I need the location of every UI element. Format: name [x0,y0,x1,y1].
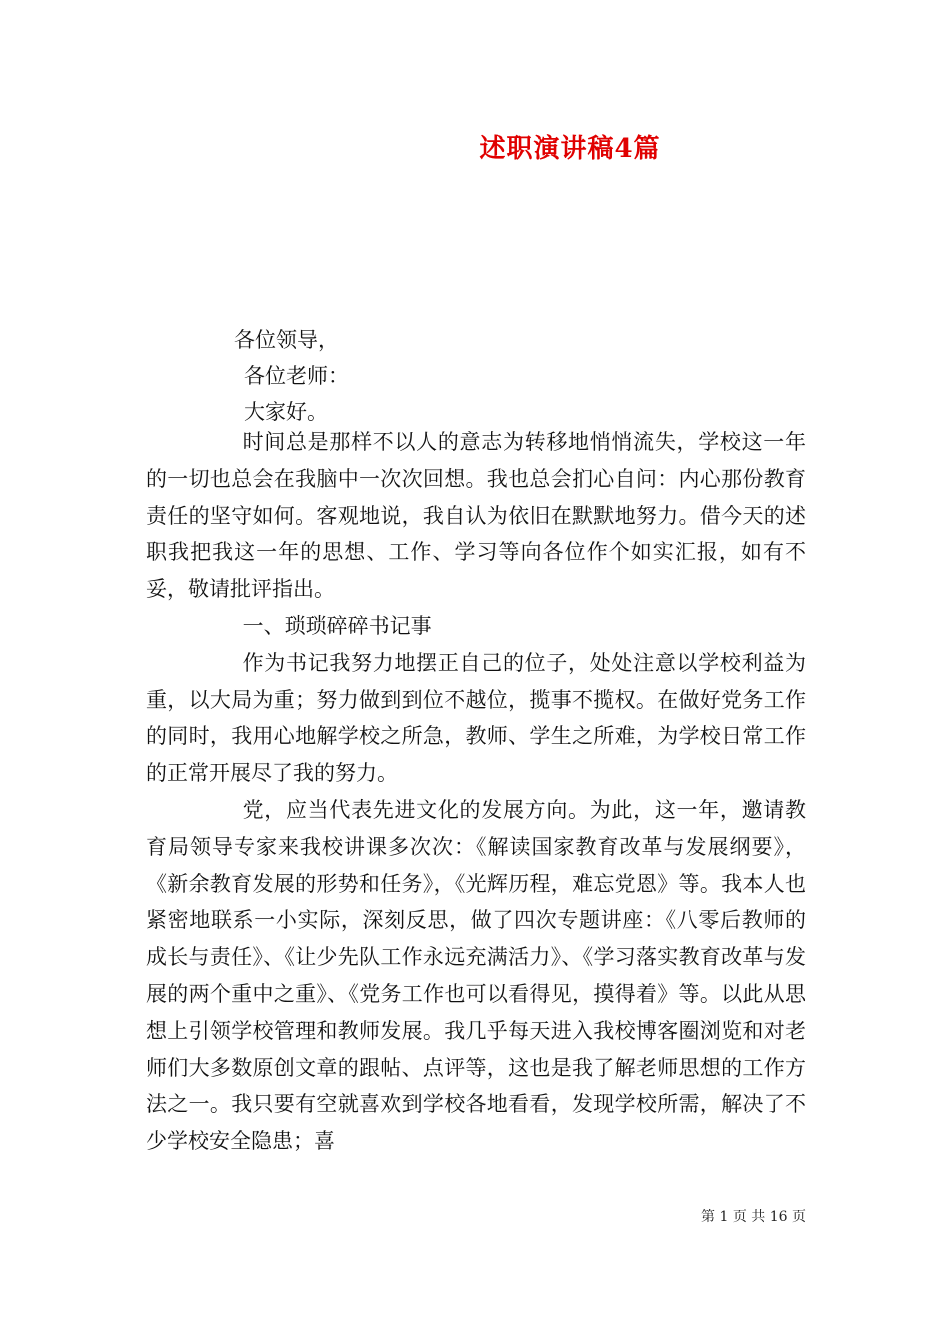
paragraph-party-culture: 党，应当代表先进文化的发展方向。为此，这一年，邀请教育局领导专家来我校讲课多次次：《解读国家教育改革与发展纲要》，《新余教育发展的形势和任务》，《光辉历程，难忘党恩》等。我本人也紧密地联系一小实际，深刻反思，做了四次专题讲座：《八零后教师的成长与责任》、《让少先队工作永远充满活力》、《学习落实教育改革与发展的两个重中之重》、《党务工作也可以看得见，摸得着》等。以此从思想上引领学校管理和教师发展。我几乎每天进入我校博客圈浏览和对老师们大多数原创文章的跟帖、点评等，这也是我了解老师思想的工作方法之一。我只要有空就喜欢到学校各地看看，发现学校所需，解决了不少学校安全隐患；喜 [146,797,806,1154]
salutation-greeting: 大家好。 [244,400,328,424]
document-body [146,424,806,1160]
salutation-teachers: 各位老师： [244,364,349,388]
section-heading: 一、琐琐碎碎书记事 [242,613,432,638]
paragraph-intro: 时间总是那样不以人的意志为转移地悄悄流失，学校这一年的一切也总会在我脑中一次次回想。我也总会扪心自问：内心那份教育责任的坚守如何。客观地说，我自认为依旧在默默地努力。借今天的述职我把我这一年的思想、工作、学习等向各位作个如实汇报，如有不妥，敬请批评指出。 [146,430,806,602]
page-number: 第 1 页 共 16 页 [701,1209,806,1225]
salutation-leaders: 各位领导， [234,328,339,352]
paragraph-secretary-work: 作为书记我努力地摆正自己的位子，处处注意以学校利益为重，以大局为重；努力做到到位不越位，揽事不揽权。在做好党务工作的同时，我用心地解学校之所急，教师、学生之所难，为学校日常工作的正常开展尽了我的努力。 [146,650,806,786]
document-title: 述职演讲稿4篇 [479,134,661,164]
